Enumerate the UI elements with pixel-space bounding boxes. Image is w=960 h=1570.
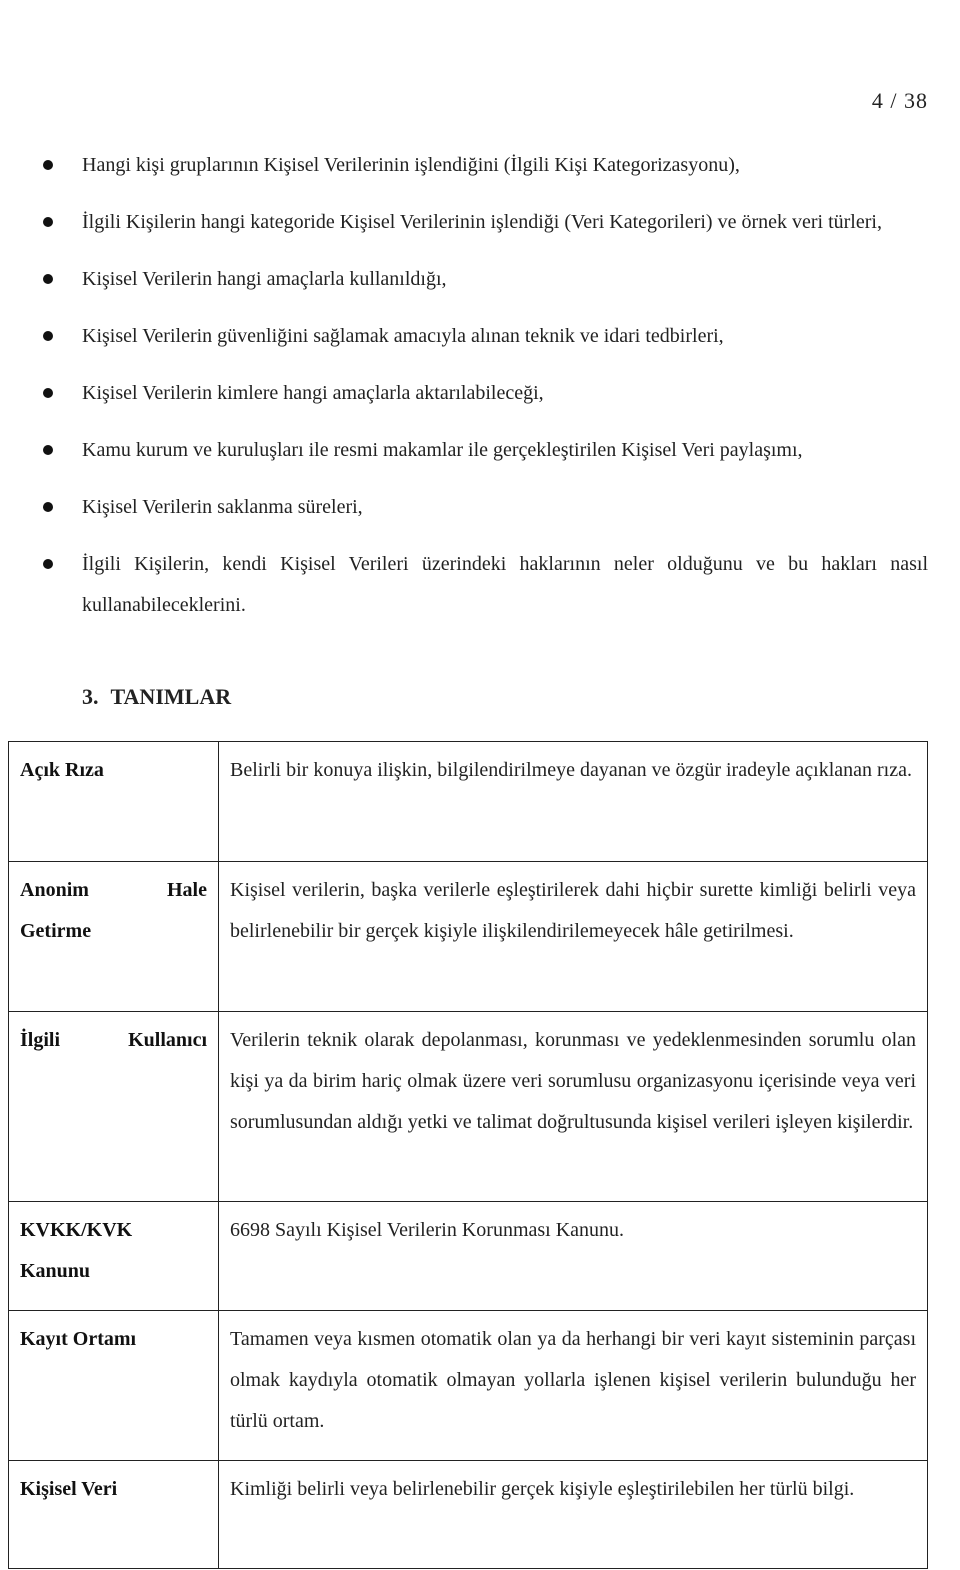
- bullet-icon: [43, 274, 53, 284]
- bullet-icon: [43, 388, 53, 398]
- bullet-icon: [43, 160, 53, 170]
- definition-text: Verilerin teknik olarak depolanması, korunması ve yedeklenmesinden sorumlu olan kişi ya da birim hariç olmak üzere veri sorumlusu organizasyonu içerisinde veya veri sorumlusundan aldığı yetki ve talimat doğrultusunda kişisel verileri işleyen kişilerdir.: [219, 1012, 928, 1202]
- list-item: [0, 145, 960, 186]
- section-number: 3.: [82, 684, 99, 709]
- definition-text: Belirli bir konuya ilişkin, bilgilendirilmeye dayanan ve özgür iradeyle açıklanan rıza.: [219, 742, 928, 862]
- table-row: [9, 1202, 928, 1311]
- scope-bullet-list: [0, 145, 960, 642]
- definitions-table: [8, 741, 928, 1569]
- table-row: [9, 1012, 928, 1202]
- bullet-icon: [43, 331, 53, 341]
- term-line: Getirme: [20, 920, 92, 942]
- definition-term: Kayıt Ortamı: [9, 1311, 219, 1461]
- list-item: [0, 373, 960, 414]
- definition-term: Kişisel Veri: [9, 1461, 219, 1569]
- section-title: TANIMLAR: [110, 684, 232, 709]
- definition-term: [9, 1012, 219, 1202]
- table-row: [9, 742, 928, 862]
- definition-term: KVKK/KVK Kanunu: [9, 1202, 219, 1311]
- bullet-icon: [43, 217, 53, 227]
- term-line: [20, 1020, 207, 1061]
- term-word: Anonim: [20, 879, 89, 901]
- section-heading: [82, 684, 231, 710]
- definition-text: 6698 Sayılı Kişisel Verilerin Korunması Kanunu.: [219, 1202, 928, 1311]
- bullet-icon: [43, 559, 53, 569]
- list-item: [0, 544, 960, 626]
- list-item-text: Kamu kurum ve kuruluşları ile resmi makamlar ile gerçekleştirilen Kişisel Veri paylaşımı,: [82, 439, 803, 461]
- list-item: [0, 430, 960, 471]
- list-item-text: Kişisel Verilerin saklanma süreleri,: [82, 496, 363, 518]
- term-word: İlgili: [20, 1029, 61, 1051]
- definition-text: Kişisel verilerin, başka verilerle eşleştirilerek dahi hiçbir surette kimliği belirli veya belirlenebilir bir gerçek kişiyle ilişkilendirilemeyecek hâle getirilmesi.: [219, 862, 928, 1012]
- term-line: [20, 870, 207, 911]
- term-word: Hale: [167, 879, 207, 901]
- list-item-text: İlgili Kişilerin, kendi Kişisel Verileri üzerindeki haklarının neler olduğunu ve bu hakları nasıl kullanabileceklerini.: [82, 553, 928, 616]
- list-item: [0, 202, 960, 243]
- list-item-text: Kişisel Verilerin güvenliğini sağlamak amacıyla alınan teknik ve idari tedbirleri,: [82, 325, 724, 347]
- definition-text: Kimliği belirli veya belirlenebilir gerçek kişiyle eşleştirilebilen her türlü bilgi.: [219, 1461, 928, 1569]
- page-number: 4 / 38: [871, 88, 928, 113]
- definition-text: Tamamen veya kısmen otomatik olan ya da herhangi bir veri kayıt sisteminin parçası olmak kaydıyla otomatik olmayan yollarla işlenen kişisel verilerin bulunduğu her türlü ortam.: [219, 1311, 928, 1461]
- list-item: [0, 316, 960, 357]
- bullet-icon: [43, 502, 53, 512]
- list-item: [0, 487, 960, 528]
- list-item-text: İlgili Kişilerin hangi kategoride Kişisel Verilerinin işlendiği (Veri Kategorileri) ve örnek veri türleri,: [82, 211, 882, 233]
- table-row: [9, 862, 928, 1012]
- table-row: [9, 1311, 928, 1461]
- list-item: [0, 259, 960, 300]
- term-word: Kullanıcı: [128, 1029, 207, 1051]
- bullet-icon: [43, 445, 53, 455]
- list-item-text: Hangi kişi gruplarının Kişisel Verilerinin işlendiğini (İlgili Kişi Kategorizasyonu),: [82, 154, 740, 176]
- definition-term: Açık Rıza: [9, 742, 219, 862]
- list-item-text: Kişisel Verilerin kimlere hangi amaçlarla aktarılabileceği,: [82, 382, 544, 404]
- table-row: [9, 1461, 928, 1569]
- definition-term: [9, 862, 219, 1012]
- list-item-text: Kişisel Verilerin hangi amaçlarla kullanıldığı,: [82, 268, 447, 290]
